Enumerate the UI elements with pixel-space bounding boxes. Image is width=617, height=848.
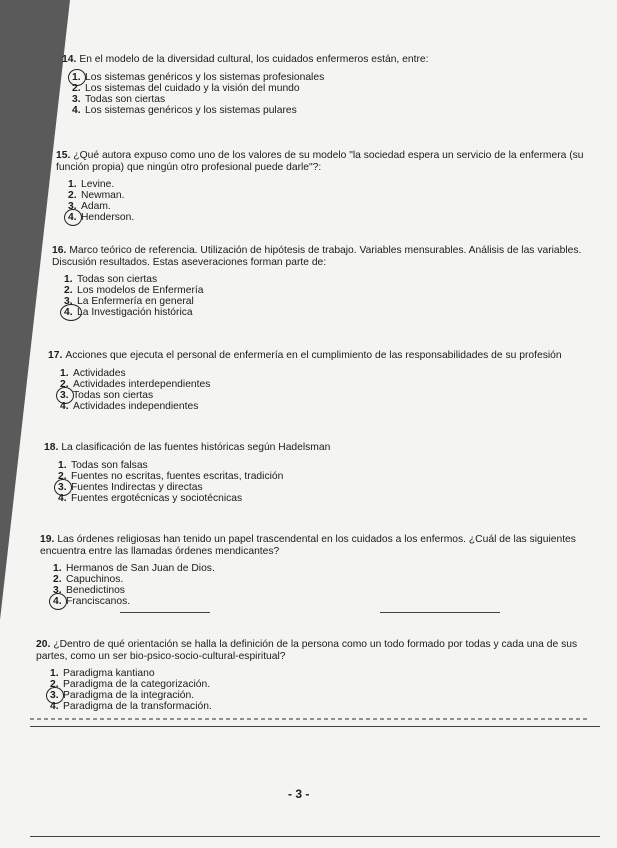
answer-circle-mark — [64, 209, 82, 226]
option-4[interactable]: 4. Franciscanos. — [53, 596, 600, 607]
options-list — [58, 460, 600, 504]
option-4[interactable]: 4. Los sistemas genéricos y los sistemas pulares — [72, 104, 297, 116]
scan-artifact-line — [30, 718, 590, 720]
option-2[interactable]: 2. Paradigma de la categorización. — [50, 679, 211, 690]
option-3[interactable]: 3. Fuentes Indirectas y directas — [58, 482, 600, 493]
option-4[interactable]: 4. La Investigación histórica — [64, 307, 600, 318]
option-2[interactable]: 2. Capuchinos. — [53, 574, 124, 585]
option-4[interactable]: 4. Paradigma de la transformación. — [50, 701, 212, 712]
question-15 — [56, 150, 600, 223]
question-number: 15. — [56, 150, 71, 161]
option-2[interactable]: 2. Actividades interdependientes — [60, 378, 211, 390]
option-4[interactable]: 4. Fuentes ergotécnicas y sociotécnicas — [58, 492, 243, 504]
footer-line — [30, 836, 600, 837]
option-3[interactable]: 3. Todas son ciertas — [72, 93, 166, 105]
question-text: Acciones que ejecuta el personal de enfermería en el cumplimiento de las responsabilidades de su profesión — [65, 350, 562, 361]
question-text: ¿Dentro de qué orientación se halla la definición de la persona como un todo formado por todas y cada una de sus partes, como un ser bio-psico-socio-cultural-espiritual? — [36, 639, 578, 662]
option-1[interactable]: 1. Todas son ciertas — [64, 274, 158, 285]
option-1[interactable]: 1. Hermanos de San Juan de Dios. — [53, 563, 215, 574]
option-4[interactable]: 4. Actividades independientes — [60, 400, 199, 412]
options-list — [50, 668, 596, 712]
option-2[interactable]: 2. Los modelos de Enfermería — [64, 285, 204, 296]
question-number: 19. — [40, 534, 55, 545]
separator-line — [380, 612, 500, 613]
question-number: 20. — [36, 639, 51, 650]
question-16 — [52, 245, 600, 318]
question-text: En el modelo de la diversidad cultural, los cuidados enfermeros están, entre: — [79, 54, 429, 65]
question-text: La clasificación de las fuentes históricas según Hadelsman — [61, 442, 331, 453]
option-1[interactable]: 1. Todas son falsas — [58, 459, 148, 471]
question-19 — [40, 534, 600, 607]
option-2[interactable]: 2. Newman. — [68, 190, 125, 201]
option-3[interactable]: 3. Benedictinos — [53, 585, 125, 596]
option-2[interactable]: 2. Fuentes no escritas, fuentes escritas, tradición — [58, 470, 284, 482]
option-1[interactable]: 1. Actividades — [60, 367, 126, 379]
question-20 — [36, 639, 596, 712]
option-1[interactable]: 1. Levine. — [68, 179, 115, 190]
question-number: 18. — [44, 442, 59, 453]
question-text: Marco teórico de referencia. Utilización de hipótesis de trabajo. Variables mensurables. Análisis de las variables. Discusión resultados. Estas aseveraciones forman parte de: — [52, 245, 582, 268]
separator-line — [120, 612, 210, 613]
question-14 — [62, 54, 592, 116]
question-18 — [44, 442, 600, 504]
page-number: - 3 - — [288, 787, 310, 801]
option-3[interactable]: 3. La Enfermería en general — [64, 296, 194, 307]
answer-circle-mark — [60, 304, 82, 321]
question-text: ¿Qué autora expuso como uno de los valores de su modelo "la sociedad espera un servicio de la enfermera (su función propia) que ningún otro profesional puede darle"?: — [56, 150, 584, 173]
option-1[interactable]: 1. Paradigma kantiano — [50, 668, 155, 679]
options-list — [72, 72, 592, 116]
options-list — [60, 368, 600, 412]
question-number: 17. — [48, 350, 63, 361]
options-list — [64, 274, 600, 318]
options-list — [53, 563, 600, 607]
option-3[interactable]: 3. Paradigma de la integración. — [50, 690, 596, 701]
options-list — [68, 179, 600, 223]
option-3[interactable]: 3. Todas son ciertas — [60, 390, 600, 401]
option-3[interactable]: 3. Adam. — [68, 201, 111, 212]
separator-line — [30, 726, 600, 727]
question-number: 16. — [52, 245, 67, 256]
question-number: 14. — [62, 54, 77, 65]
option-4[interactable]: 4. Henderson. — [68, 212, 600, 223]
question-text: Las órdenes religiosas han tenido un papel trascendental en los cuidados a los enfermos. ¿Cuál de las siguientes encuentra entre las llamadas órdenes mendicantes? — [40, 534, 576, 557]
question-17 — [48, 350, 600, 412]
option-2[interactable]: 2. Los sistemas del cuidado y la visión del mundo — [72, 82, 300, 94]
option-1[interactable]: 1. Los sistemas genéricos y los sistemas profesionales — [72, 72, 592, 83]
answer-circle-mark — [49, 593, 67, 610]
